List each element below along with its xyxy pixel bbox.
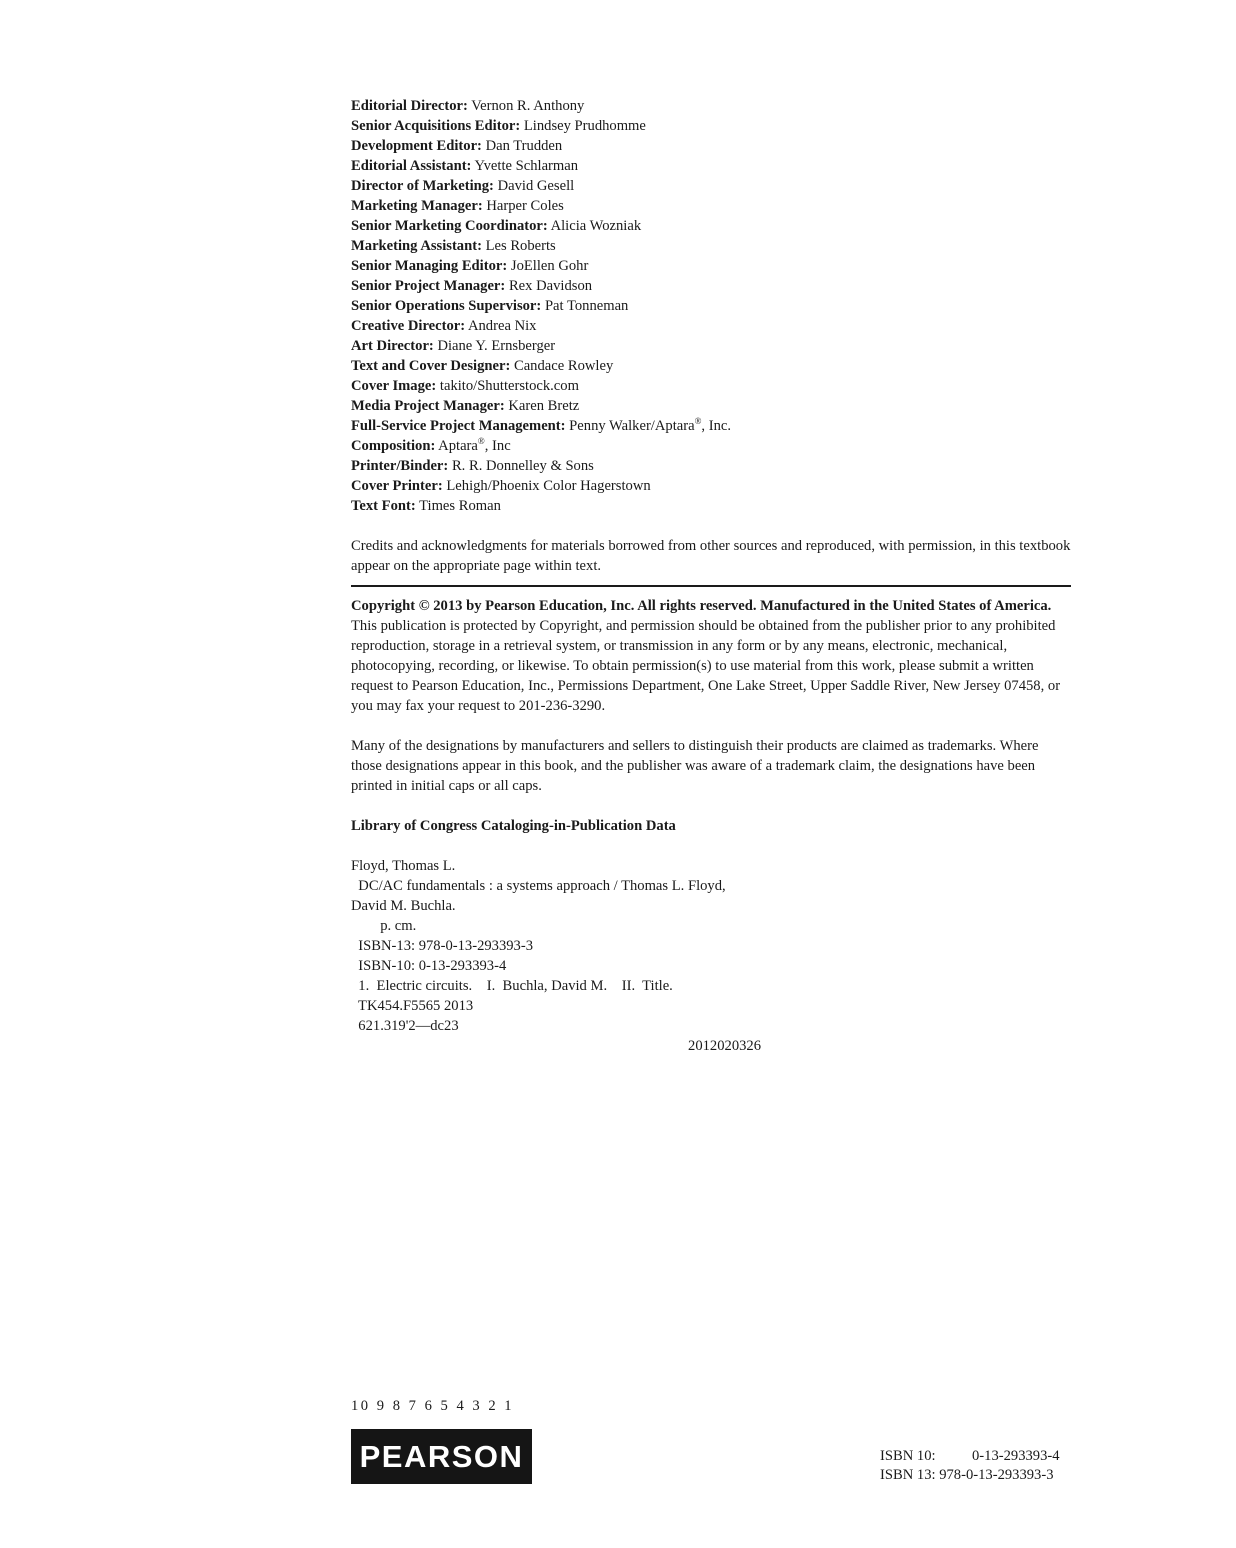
divider-rule: [351, 585, 1071, 587]
credit-name: R. R. Donnelley & Sons: [451, 458, 594, 474]
credit-name: Yvette Schlarman: [474, 158, 579, 174]
credit-name: Dan Trudden: [485, 138, 563, 154]
credit-line: [351, 376, 1071, 396]
isbn10-label: ISBN 10:: [880, 1448, 936, 1464]
credit-role: Creative Director:: [351, 318, 466, 334]
credit-line: [351, 156, 1071, 176]
credit-role: Senior Operations Supervisor:: [351, 298, 542, 314]
credit-role: Art Director:: [351, 338, 434, 354]
credit-line: [351, 316, 1071, 336]
credit-role: Senior Marketing Coordinator:: [351, 218, 548, 234]
credit-name: Pat Tonneman: [544, 298, 629, 314]
credit-role: Senior Acquisitions Editor:: [351, 118, 521, 134]
credit-role: Cover Printer:: [351, 478, 443, 494]
credit-role: Text Font:: [351, 498, 416, 514]
credit-name: Aptara: [438, 438, 478, 454]
credit-role: Composition:: [351, 438, 436, 454]
credit-line: [351, 196, 1071, 216]
credit-name: Times Roman: [419, 498, 501, 514]
credit-line: [351, 496, 1071, 516]
credit-name: Lehigh/Phoenix Color Hagerstown: [446, 478, 651, 494]
credit-name: Rex Davidson: [508, 278, 593, 294]
credit-line: [351, 456, 1071, 476]
credit-name: Candace Rowley: [513, 358, 614, 374]
credit-role: Full-Service Project Management:: [351, 418, 566, 434]
credit-line: [351, 476, 1071, 496]
credit-role: Marketing Assistant:: [351, 238, 482, 254]
print-line: 10 9 8 7 6 5 4 3 2 1: [351, 1398, 515, 1414]
cip-subjects: 1. Electric circuits. I. Buchla, David M. II. Title.: [351, 978, 673, 994]
isbn13-value: 978-0-13-293393-3: [939, 1467, 1054, 1483]
cip-pages: p. cm.: [351, 918, 417, 934]
credit-role: Director of Marketing:: [351, 178, 494, 194]
credit-role: Cover Image:: [351, 378, 437, 394]
credit-line: [351, 336, 1071, 356]
credit-role: Senior Project Manager:: [351, 278, 506, 294]
copyright-bold: Copyright © 2013 by Pearson Education, Inc. All rights reserved. Manufactured in the United States of America.: [351, 598, 1052, 614]
cip-control-number: 2012020326: [688, 1038, 761, 1054]
registered-mark: ®: [477, 436, 485, 446]
credit-suffix: , Inc.: [701, 418, 732, 434]
credit-name: Lindsey Prudhomme: [523, 118, 646, 134]
credit-role: Editorial Assistant:: [351, 158, 472, 174]
credit-name: Harper Coles: [486, 198, 564, 214]
cip-dewey: 621.319'2—dc23: [351, 1018, 459, 1034]
credit-name: Karen Bretz: [508, 398, 580, 414]
cip-title-line1: DC/AC fundamentals : a systems approach / Thomas L. Floyd,: [351, 878, 726, 894]
credit-name: Les Roberts: [485, 238, 556, 254]
credit-role: Printer/Binder:: [351, 458, 449, 474]
credit-line: [351, 276, 1071, 296]
credit-line: [351, 236, 1071, 256]
pearson-logo: PEARSON: [351, 1429, 532, 1484]
credit-line: [351, 136, 1071, 156]
isbn-block: [880, 1447, 1060, 1485]
credit-role: Media Project Manager:: [351, 398, 505, 414]
credit-role: Senior Managing Editor:: [351, 258, 508, 274]
credit-suffix: , Inc: [484, 438, 511, 454]
credit-name: Alicia Wozniak: [550, 218, 642, 234]
cip-data: [351, 856, 771, 1056]
acknowledgment-text: Credits and acknowledgments for materials borrowed from other sources and reproduced, with permission, in this textbook appear on the appropriate page within text.: [351, 538, 1071, 574]
credit-role: Editorial Director:: [351, 98, 468, 114]
credit-name: Andrea Nix: [467, 318, 537, 334]
credit-line: [351, 296, 1071, 316]
credit-line: [351, 256, 1071, 276]
copyright-body: This publication is protected by Copyright, and permission should be obtained from the publisher prior to any prohibited reproduction, storage in a retrieval system, or transmission in any form or by any means, electronic, mechanical, photocopying, recording, or likewise. To obtain permission(s) to use material from this work, please submit a written request to Pearson Education, Inc., Permissions Department, One Lake Street, Upper Saddle River, New Jersey 07458, or you may fax your request to 201-236-3290.: [351, 618, 1061, 714]
credit-name: JoEllen Gohr: [510, 258, 589, 274]
credit-name: Penny Walker/Aptara: [569, 418, 695, 434]
isbn13-label: ISBN 13:: [880, 1467, 936, 1483]
trademarks-notice: Many of the designations by manufacturers and sellers to distinguish their products are claimed as trademarks. Where those designations appear in this book, and the publisher was aware of a trademark claim, the designations have been printed in initial caps or all caps.: [351, 738, 1039, 794]
credit-name: Diane Y. Ernsberger: [437, 338, 556, 354]
credit-role: Marketing Manager:: [351, 198, 483, 214]
credits-list: [351, 96, 1071, 516]
credit-name: David Gesell: [497, 178, 575, 194]
credit-name: takito/Shutterstock.com: [439, 378, 579, 394]
isbn10-value: 0-13-293393-4: [972, 1448, 1060, 1464]
credit-line: [351, 96, 1071, 116]
copyright-notice: [351, 596, 1071, 716]
cip-isbn10: ISBN-10: 0-13-293393-4: [351, 958, 507, 974]
credit-line: [351, 356, 1071, 376]
cip-author: Floyd, Thomas L.: [351, 858, 456, 874]
credit-line: [351, 176, 1071, 196]
credit-line: [351, 396, 1071, 416]
credit-line: [351, 116, 1071, 136]
credit-line: [351, 436, 1071, 456]
cip-title-line2: David M. Buchla.: [351, 898, 456, 914]
credit-role: Text and Cover Designer:: [351, 358, 511, 374]
credit-line: [351, 216, 1071, 236]
loc-heading: Library of Congress Cataloging-in-Publication Data: [351, 818, 676, 834]
credit-line: [351, 416, 1071, 436]
credit-role: Development Editor:: [351, 138, 482, 154]
cip-isbn13: ISBN-13: 978-0-13-293393-3: [351, 938, 534, 954]
credit-name: Vernon R. Anthony: [471, 98, 585, 114]
cip-lc-class: TK454.F5565 2013: [351, 998, 474, 1014]
registered-mark: ®: [694, 416, 702, 426]
